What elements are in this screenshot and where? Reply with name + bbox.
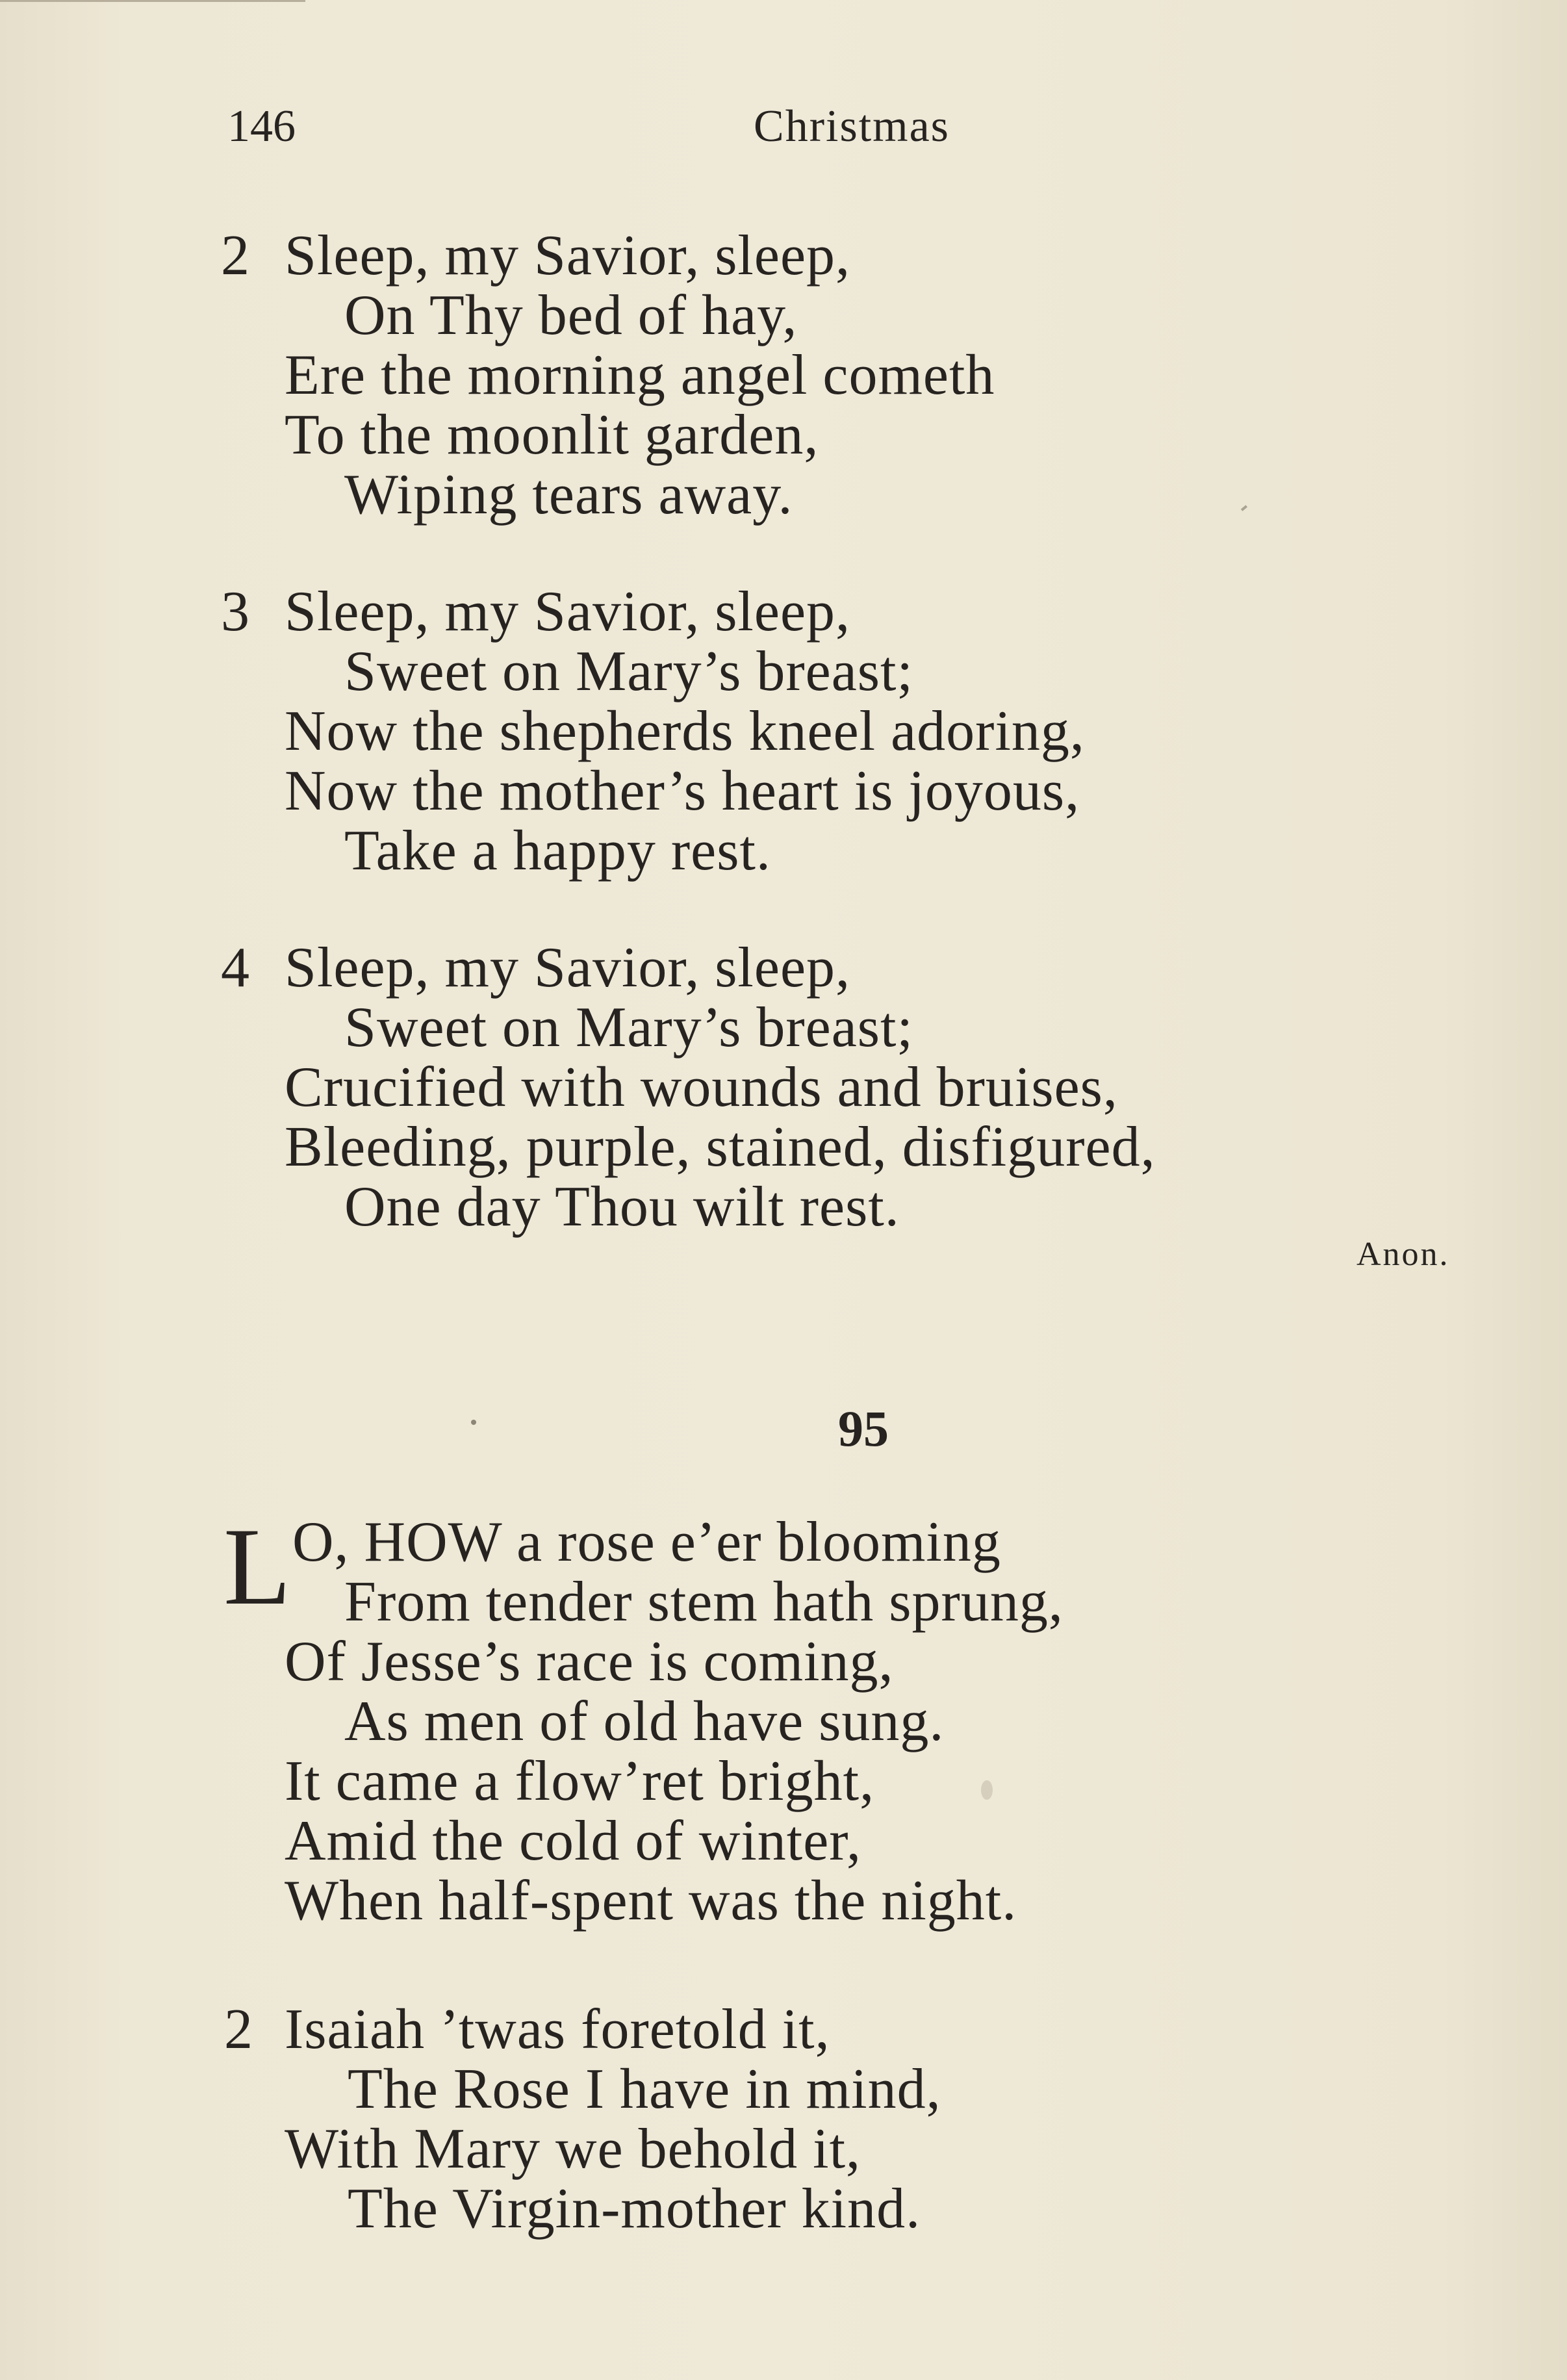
running-title: Christmas [754,101,950,151]
verse-line: Now the mother’s heart is joyous, [285,760,1080,823]
verse-line: Take a happy rest. [344,819,771,882]
verse-line: Sleep, my Savior, sleep, [285,580,850,643]
verse-line: One day Thou wilt rest. [344,1175,900,1238]
top-edge-rule [0,0,305,2]
verse-line: The Virgin-mother kind. [348,2177,921,2240]
verse-line: Amid the cold of winter, [285,1810,862,1873]
verse-line: Sweet on Mary’s breast; [344,996,913,1059]
verse-line: Sleep, my Savior, sleep, [285,936,850,999]
verse-number: 2 [224,1998,253,2061]
verse-line: As men of old have sung. [344,1690,945,1753]
print-speck [1241,505,1247,511]
verse-line: Now the shepherds kneel adoring, [285,700,1085,763]
page-number: 146 [227,101,296,151]
verse-line: The Rose I have in mind, [348,2058,941,2121]
verse-line: Sweet on Mary’s breast; [344,640,913,703]
verse-number: 3 [221,580,249,643]
verse-line: With Mary we behold it, [285,2118,861,2181]
verse-number: 4 [221,936,249,999]
verse-line: Bleeding, purple, stained, disfigured, [285,1116,1156,1179]
verse-line: Crucified with wounds and bruises, [285,1056,1118,1119]
verse-line: O, HOW a rose e’er blooming [292,1511,1001,1574]
verse-line: Ere the morning angel cometh [285,344,995,407]
verse-line: Of Jesse’s race is coming, [285,1630,894,1693]
verse-line: Wiping tears away. [344,463,793,526]
verse-line: On Thy bed of hay, [344,284,798,347]
verse-line: Sleep, my Savior, sleep, [285,224,850,287]
print-speck [471,1420,476,1425]
verse-line: To the moonlit garden, [285,403,819,467]
verse-line: From tender stem hath sprung, [344,1570,1064,1633]
author-attribution: Anon. [1357,1236,1450,1273]
verse-number: 2 [221,224,249,287]
print-smudge [981,1780,993,1800]
verse-line: It came a flow’ret bright, [285,1750,875,1813]
verse-line: Isaiah ’twas foretold it, [285,1998,830,2061]
drop-cap: L [223,1505,291,1628]
verse-line: When half-spent was the night. [285,1869,1017,1932]
hymn-number: 95 [838,1400,889,1457]
